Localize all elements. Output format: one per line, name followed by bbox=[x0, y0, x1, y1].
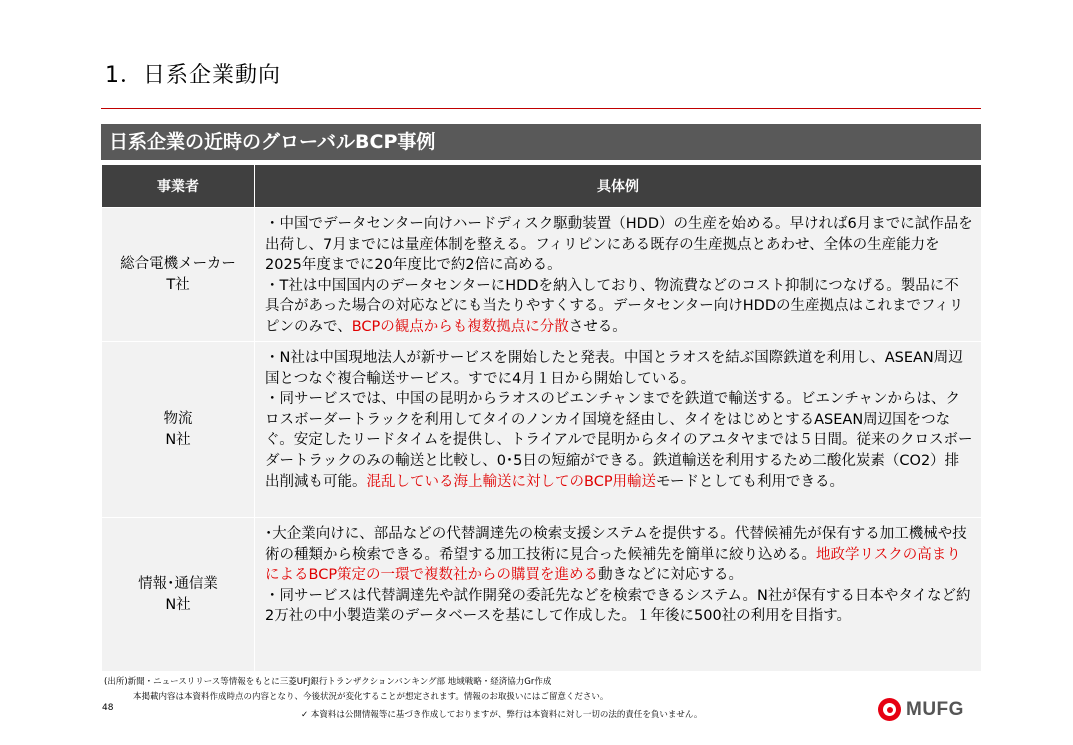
company-cell bbox=[102, 518, 255, 672]
company-name: N社 bbox=[165, 431, 191, 448]
company-name: N社 bbox=[165, 596, 191, 613]
example-text: ･大企業向けに、部品などの代替調達先の検索支援システムを提供する。代替候補先が保有する加工機械や技術の種類から検索できる。希望する加工技術に見合った候補先を簡単に絞り込める。 bbox=[265, 526, 967, 563]
highlighted-text: 地政学リスクの高まりによるBCP策定の一環で複数社からの購買を進める bbox=[265, 546, 961, 584]
company-type: 総合電機メーカー bbox=[120, 255, 236, 272]
mufg-logo-text: MUFG bbox=[906, 698, 964, 720]
table-row bbox=[102, 342, 982, 518]
legal-disclaimer: ✓ 本資料は公開情報等に基づき作成しておりますが、弊行は本資料に対し一切の法的責任を負いません。 bbox=[301, 710, 703, 720]
example-text: ・同サービスでは、中国の昆明からラオスのビエンチャンまでを鉄道で輸送する。ビエンチャンからは、クロスボーダートラックを利用してタイのノンカイ国境を経由し、タイをはじめとするASEAN周辺国をつなぐ。安定したリードタイムを提供し、トライアルで昆明からタイのアユタヤまでは５日間。従来のクロスボーダートラックのみの輸送と比較し、0･5日の短縮ができる。鉄道輸送を利用するため二酸化炭素（CO2）排出削減も可能。 bbox=[265, 391, 973, 490]
company-type: 物流 bbox=[163, 410, 193, 427]
example-cell bbox=[255, 518, 982, 672]
bcp-cases-table bbox=[101, 164, 982, 672]
source-note: (出所)新聞・ニュースリリース等情報をもとに三菱UFJ銀行トランザクションバンキング部 地域戦略・経済協力Gr作成 bbox=[104, 677, 552, 687]
table-row bbox=[102, 208, 982, 342]
example-paragraph bbox=[265, 524, 973, 586]
example-paragraph bbox=[265, 276, 973, 338]
column-header-company: 事業者 bbox=[102, 165, 255, 208]
page-number: 48 bbox=[102, 703, 114, 713]
company-type: 情報･通信業 bbox=[138, 575, 218, 592]
column-header-examples: 具体例 bbox=[255, 165, 982, 208]
example-paragraph: ・同サービスは代替調達先や試作開発の委託先などを検索できるシステム。N社が保有する日本やタイなど約2万社の中小製造業のデータベースを基にして作成した。１年後に500社の利用を目指す。 bbox=[265, 587, 971, 625]
example-paragraph bbox=[265, 389, 973, 492]
example-cell bbox=[255, 208, 982, 342]
example-text: させる。 bbox=[568, 318, 627, 335]
example-paragraph: ・中国でデータセンター向けハードディスク駆動装置（HDD）の生産を始める。早ければ6月までに試作品を出荷し、7月までには量産体制を整える。フィリピンにある既存の生産拠点とあわせ、全体の生産能力を2025年度までに20年度比で約2倍に高める。 bbox=[265, 216, 973, 274]
table-header-row bbox=[102, 165, 982, 208]
company-cell bbox=[102, 342, 255, 518]
example-text: ・T社は中国国内のデータセンターにHDDを納入しており、物流費などのコスト抑制につなげる。製品に不具合があった場合の対応などにも当たりやすくする。データセンター向けHDDの生産拠点はこれまでフィリピンのみで、 bbox=[265, 277, 964, 335]
example-paragraph: ・N社は中国現地法人が新サービスを開始したと発表。中国とラオスを結ぶ国際鉄道を利用し、ASEAN周辺国とつなぐ複合輸送サービス。すでに4月１日から開始している。 bbox=[265, 350, 963, 387]
company-cell bbox=[102, 208, 255, 342]
section-header: 日系企業の近時のグローバルBCP事例 bbox=[101, 124, 981, 160]
title-divider bbox=[101, 108, 981, 109]
highlighted-text: BCPの観点からも複数拠点に分散 bbox=[351, 318, 569, 335]
example-text: 動きなどに対応する。 bbox=[598, 567, 744, 584]
mufg-logo-mark-icon bbox=[878, 698, 901, 721]
page-title: 1．日系企業動向 bbox=[105, 63, 281, 88]
table-row bbox=[102, 518, 982, 672]
mufg-logo bbox=[878, 698, 964, 721]
example-text: モードとしても利用できる。 bbox=[656, 473, 844, 490]
disclaimer-note: 本掲載内容は本資料作成時点の内容となり、今後状況が変化することが想定されます。情報のお取扱いにはご留意ください。 bbox=[133, 692, 609, 702]
highlighted-text: 混乱している海上輸送に対してのBCP用輸送 bbox=[366, 473, 657, 490]
company-name: T社 bbox=[166, 276, 190, 293]
example-cell bbox=[255, 342, 982, 518]
